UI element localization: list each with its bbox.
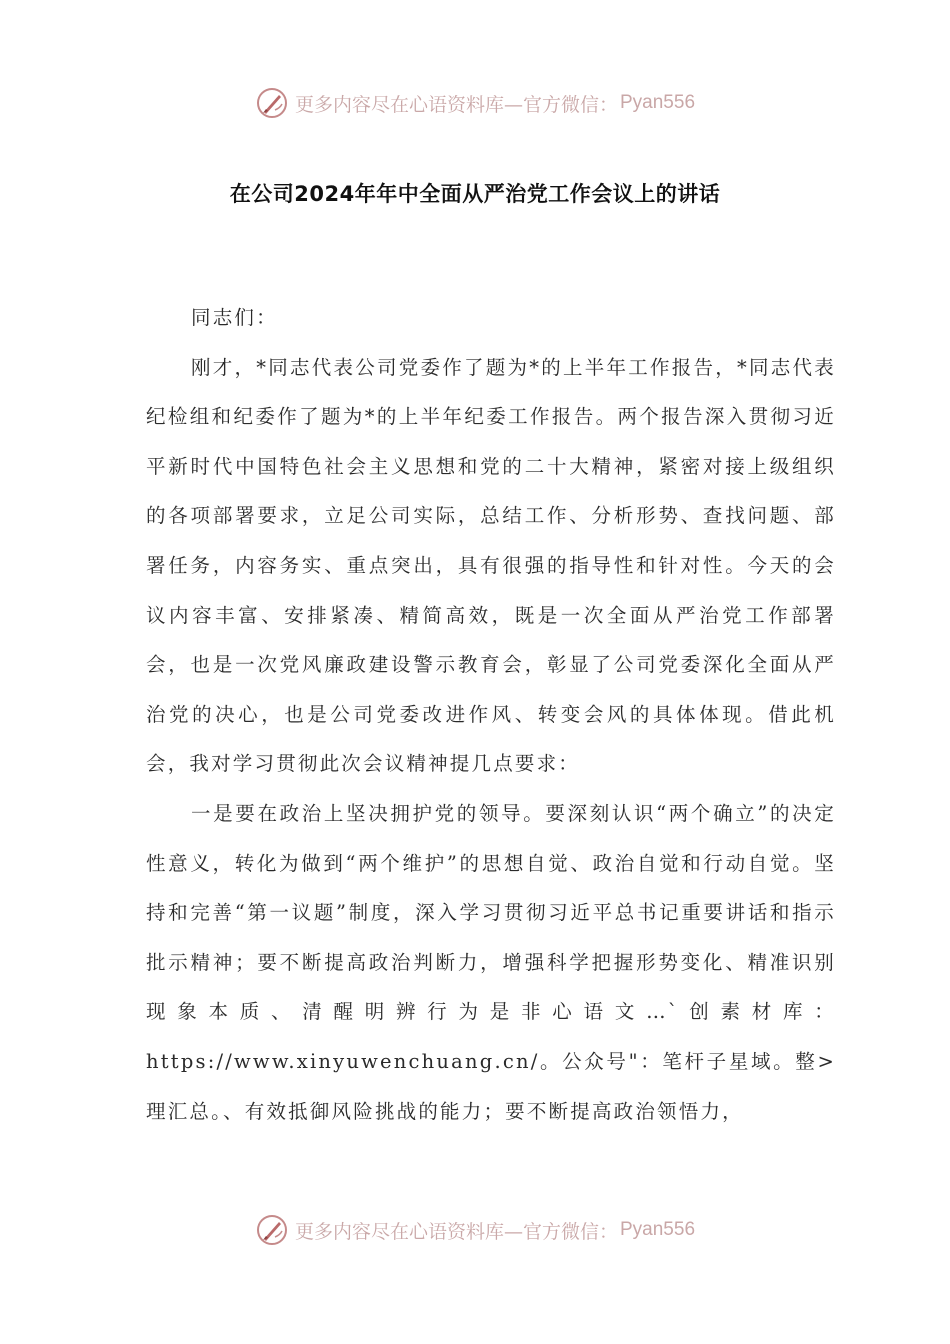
watermark-account: Pyan556 bbox=[620, 1219, 696, 1240]
paragraph-1: 刚才，*同志代表公司党委作了题为*的上半年工作报告，*同志代表纪检组和纪委作了题为*的上半年纪委工作报告。两个报告深入贯彻习近平新时代中国特色社会主义思想和党的二十大精神，紧密对接上级组织的各项部署要求，立足公司实际，总结工作、分析形势、查找问题、部署任务，内容务实、重点突出，具有很强的指导性和针对性。今天的会议内容丰富、安排紧凑、精简高效，既是一次全面从严治党工作部署会，也是一次党风廉政建设警示教育会，彰显了公司党委深化全面从严治党的决心，也是公司党委改进作风、转变会风的具体体现。借此机会，我对学习贯彻此次会议精神提几点要求： bbox=[146, 355, 836, 776]
watermark-account: Pyan556 bbox=[620, 92, 696, 113]
watermark-text: 更多内容尽在心语资料库—官方微信： bbox=[294, 1220, 618, 1243]
document-title: 在公司2024年年中全面从严治党工作会议上的讲话 bbox=[229, 182, 721, 206]
paragraph-2: 一是要在政治上坚决拥护党的领导。要深刻认识“两个确立”的决定性意义，转化为做到“两个维护”的思想自觉、政治自觉和行动自觉。坚持和完善“第一议题”制度，深入学习贯彻习近平总书记重要讲话和指示批示精神；要不断提高政治判断力，增强科学把握形势变化、精准识别现象本质、清醒明辨行为是非心语文…`创素材库：https://www.xinyuwenchuang.cn/。公众号"：笔杆子星域。整>理汇总。、有效抵御风险挑战的能力；要不断提高政治领悟力， bbox=[146, 801, 836, 1123]
salutation: 同志们： bbox=[191, 306, 278, 329]
watermark-text: 更多内容尽在心语资料库—官方微信： bbox=[294, 93, 618, 116]
quill-logo-icon bbox=[255, 1213, 289, 1247]
watermark-footer bbox=[0, 1210, 950, 1250]
quill-logo-icon bbox=[255, 86, 289, 120]
watermark-header bbox=[0, 83, 950, 123]
document-body bbox=[146, 293, 836, 1136]
